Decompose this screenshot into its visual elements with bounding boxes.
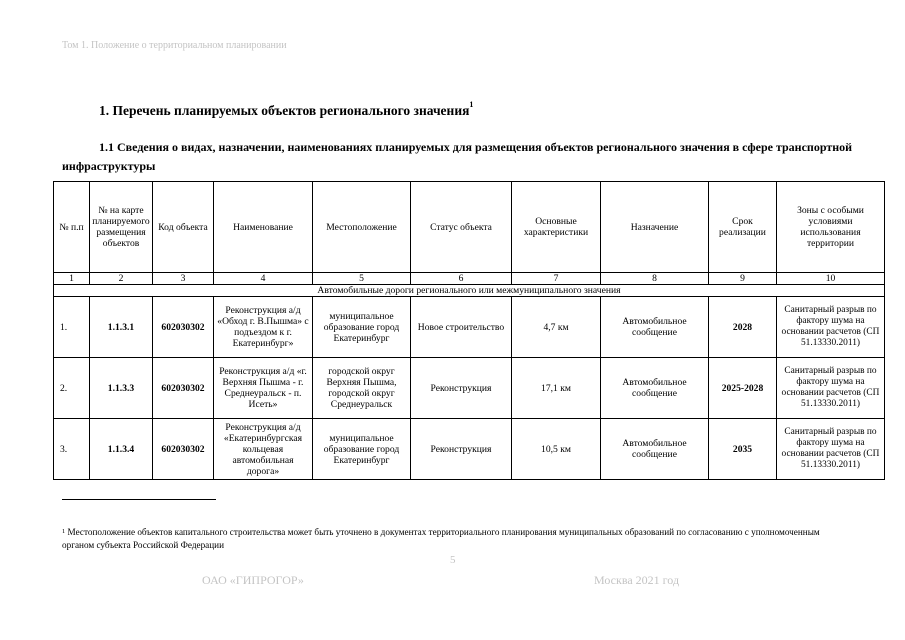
column-header: Назначение <box>601 182 709 273</box>
heading-1-text: 1. Перечень планируемых объектов регионального значения <box>99 103 470 118</box>
row-map-number: 1.1.3.4 <box>90 419 153 480</box>
row-name: Реконструкция а/д «Екатеринбургская кольцевая автомобильная дорога» <box>214 419 313 480</box>
column-header: Срок реализации <box>709 182 777 273</box>
column-header: Основные характеристики <box>512 182 601 273</box>
heading-1 <box>99 100 474 119</box>
objects-table <box>53 181 885 480</box>
footnote-mark: 1 <box>62 528 66 535</box>
footnote <box>62 526 842 552</box>
table-header-row <box>54 182 885 273</box>
column-number: 2 <box>90 273 153 285</box>
row-name: Реконструкция а/д «Обход г. В.Пышма» с подъездом к г. Екатеринбург» <box>214 297 313 358</box>
section-title: Автомобильные дороги регионального или межмуниципального значения <box>54 285 885 297</box>
row-status: Реконструкция <box>411 358 512 419</box>
heading-2: 1.1 Сведения о видах, назначении, наименованиях планируемых для размещения объектов регионального значения в сфере транспортной инфраструктуры <box>62 140 853 173</box>
column-number: 9 <box>709 273 777 285</box>
row-characteristics: 4,7 км <box>512 297 601 358</box>
column-header: Местоположение <box>313 182 411 273</box>
footnote-text: Местоположение объектов капитального строительства может быть уточнено в документах территориального планирования муниципальных образований по согласованию с уполномоченным органом субъекта Российской Федерации <box>62 527 820 550</box>
row-period: 2025-2028 <box>709 358 777 419</box>
column-number: 10 <box>777 273 885 285</box>
column-number: 3 <box>153 273 214 285</box>
row-object-code: 602030302 <box>153 297 214 358</box>
row-index: 1. <box>54 297 90 358</box>
column-header: Наименование <box>214 182 313 273</box>
row-name: Реконструкция а/д «г. Верхняя Пышма - г. Среднеуральск - п. Исеть» <box>214 358 313 419</box>
column-number-row <box>54 273 885 285</box>
row-zones: Санитарный разрыв по фактору шума на основании расчетов (СП 51.13330.2011) <box>777 419 885 480</box>
table-row <box>54 419 885 480</box>
row-location: муниципальное образование город Екатеринбург <box>313 297 411 358</box>
column-header: № на карте планируемого размещения объектов <box>90 182 153 273</box>
row-purpose: Автомобильное сообщение <box>601 297 709 358</box>
column-header: Зоны с особыми условиями использования территории <box>777 182 885 273</box>
column-number: 5 <box>313 273 411 285</box>
heading-1-footnote-mark: 1 <box>469 100 474 109</box>
row-location: муниципальное образование город Екатеринбург <box>313 419 411 480</box>
row-status: Новое строительство <box>411 297 512 358</box>
row-purpose: Автомобильное сообщение <box>601 419 709 480</box>
table-row <box>54 358 885 419</box>
column-header: № п.п <box>54 182 90 273</box>
row-object-code: 602030302 <box>153 419 214 480</box>
column-number: 6 <box>411 273 512 285</box>
row-purpose: Автомобильное сообщение <box>601 358 709 419</box>
footnote-separator <box>62 499 216 500</box>
table-section-row <box>54 285 885 297</box>
row-object-code: 602030302 <box>153 358 214 419</box>
row-zones: Санитарный разрыв по фактору шума на основании расчетов (СП 51.13330.2011) <box>777 297 885 358</box>
row-index: 2. <box>54 358 90 419</box>
footer-city-year: Москва 2021 год <box>594 573 680 587</box>
row-characteristics: 17,1 км <box>512 358 601 419</box>
running-header: Том 1. Положение о территориальном планировании <box>62 40 287 51</box>
row-period: 2035 <box>709 419 777 480</box>
footer-organization: ОАО «ГИПРОГОР» <box>202 573 304 587</box>
row-location: городской округ Верхняя Пышма, городской округ Среднеуральск <box>313 358 411 419</box>
column-number: 4 <box>214 273 313 285</box>
column-number: 7 <box>512 273 601 285</box>
column-number: 8 <box>601 273 709 285</box>
row-map-number: 1.1.3.1 <box>90 297 153 358</box>
row-index: 3. <box>54 419 90 480</box>
row-zones: Санитарный разрыв по фактору шума на основании расчетов (СП 51.13330.2011) <box>777 358 885 419</box>
row-map-number: 1.1.3.3 <box>90 358 153 419</box>
row-characteristics: 10,5 км <box>512 419 601 480</box>
page-number: 5 <box>450 554 456 566</box>
row-period: 2028 <box>709 297 777 358</box>
column-header: Статус объекта <box>411 182 512 273</box>
row-status: Реконструкция <box>411 419 512 480</box>
column-number: 1 <box>54 273 90 285</box>
column-header: Код объекта <box>153 182 214 273</box>
table-row <box>54 297 885 358</box>
